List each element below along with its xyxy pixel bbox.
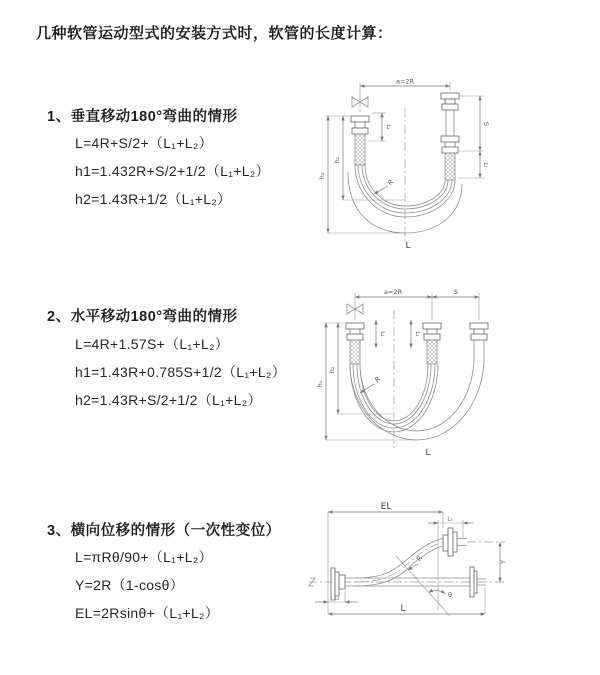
dim-label-l1-left: L₁ bbox=[379, 331, 385, 337]
dim-label-l1-bottom: L₁ bbox=[334, 595, 340, 602]
dim-label-el: EL bbox=[380, 502, 392, 512]
formula-h2-1: h2=1.43R+1/2（L₁+L₂） bbox=[75, 191, 232, 207]
label-radius: R bbox=[373, 374, 383, 384]
label-length: L bbox=[405, 241, 411, 251]
formula-h2-2: h2=1.43R+S/2+1/2（L₁+L₂） bbox=[75, 392, 262, 408]
dim-label-s: S bbox=[453, 288, 459, 296]
dim-label-h2: h₂ bbox=[328, 366, 336, 374]
formula-L-2: L=4R+1.57S+（L₁+L₂） bbox=[75, 336, 230, 352]
dim-label-l1-left: L₁ bbox=[385, 124, 391, 130]
formula-L-1: L=4R+S/2+（L₁+L₂） bbox=[75, 135, 213, 151]
label-radius: R bbox=[414, 554, 424, 564]
formula-h1-1: h1=1.432R+S/2+1/2（L₁+L₂） bbox=[75, 163, 270, 179]
dim-label-h1: h₁ bbox=[318, 172, 326, 180]
diagram-lateral-displacement bbox=[300, 498, 600, 648]
hose-braid-left bbox=[355, 134, 365, 165]
dim-label-a2r: a=2R bbox=[395, 77, 415, 86]
dim-label-l1-mid: L₁ bbox=[414, 331, 420, 337]
page-title: 几种软管运动型式的安装方式时，软管的长度计算： bbox=[36, 25, 393, 42]
label-theta: θ bbox=[448, 591, 452, 599]
dim-label-a2r: a=2R bbox=[383, 288, 403, 296]
formula-h1-2: h1=1.43R+0.785S+1/2（L₁+L₂） bbox=[75, 364, 286, 380]
formula-L-3: L=πRθ/90+（L₁+L₂） bbox=[75, 549, 213, 565]
section-1-heading: 1、垂直移动180°弯曲的情形 bbox=[47, 109, 238, 125]
dim-label-h1: h₁ bbox=[316, 380, 324, 388]
diagram-vertical-180-bend bbox=[312, 72, 592, 257]
diagram-horizontal-180-bend bbox=[312, 282, 600, 460]
formula-Y-3: Y=2R（1-cosθ） bbox=[75, 577, 185, 593]
section-3-heading: 3、横向位移的情形（一次性变位） bbox=[47, 523, 281, 539]
dim-label-y: Y bbox=[499, 560, 507, 564]
dim-label-l1-right: L₁ bbox=[482, 162, 488, 168]
label-length: L bbox=[425, 448, 431, 458]
formula-EL-3: EL=2Rsinθ+（L₁+L₂） bbox=[75, 605, 220, 621]
hose-braid-left bbox=[350, 340, 360, 364]
hose-curve bbox=[355, 538, 443, 578]
hose-braid-middle bbox=[427, 340, 437, 364]
dim-label-l1-top: L₁ bbox=[447, 516, 453, 523]
dim-label-s: S bbox=[482, 121, 490, 127]
label-length: L bbox=[400, 604, 406, 614]
hose-braid-right bbox=[445, 153, 455, 180]
section-2-heading: 2、水平移动180°弯曲的情形 bbox=[47, 309, 238, 325]
dim-label-h2: h₂ bbox=[333, 156, 341, 164]
label-radius: R bbox=[386, 177, 396, 187]
